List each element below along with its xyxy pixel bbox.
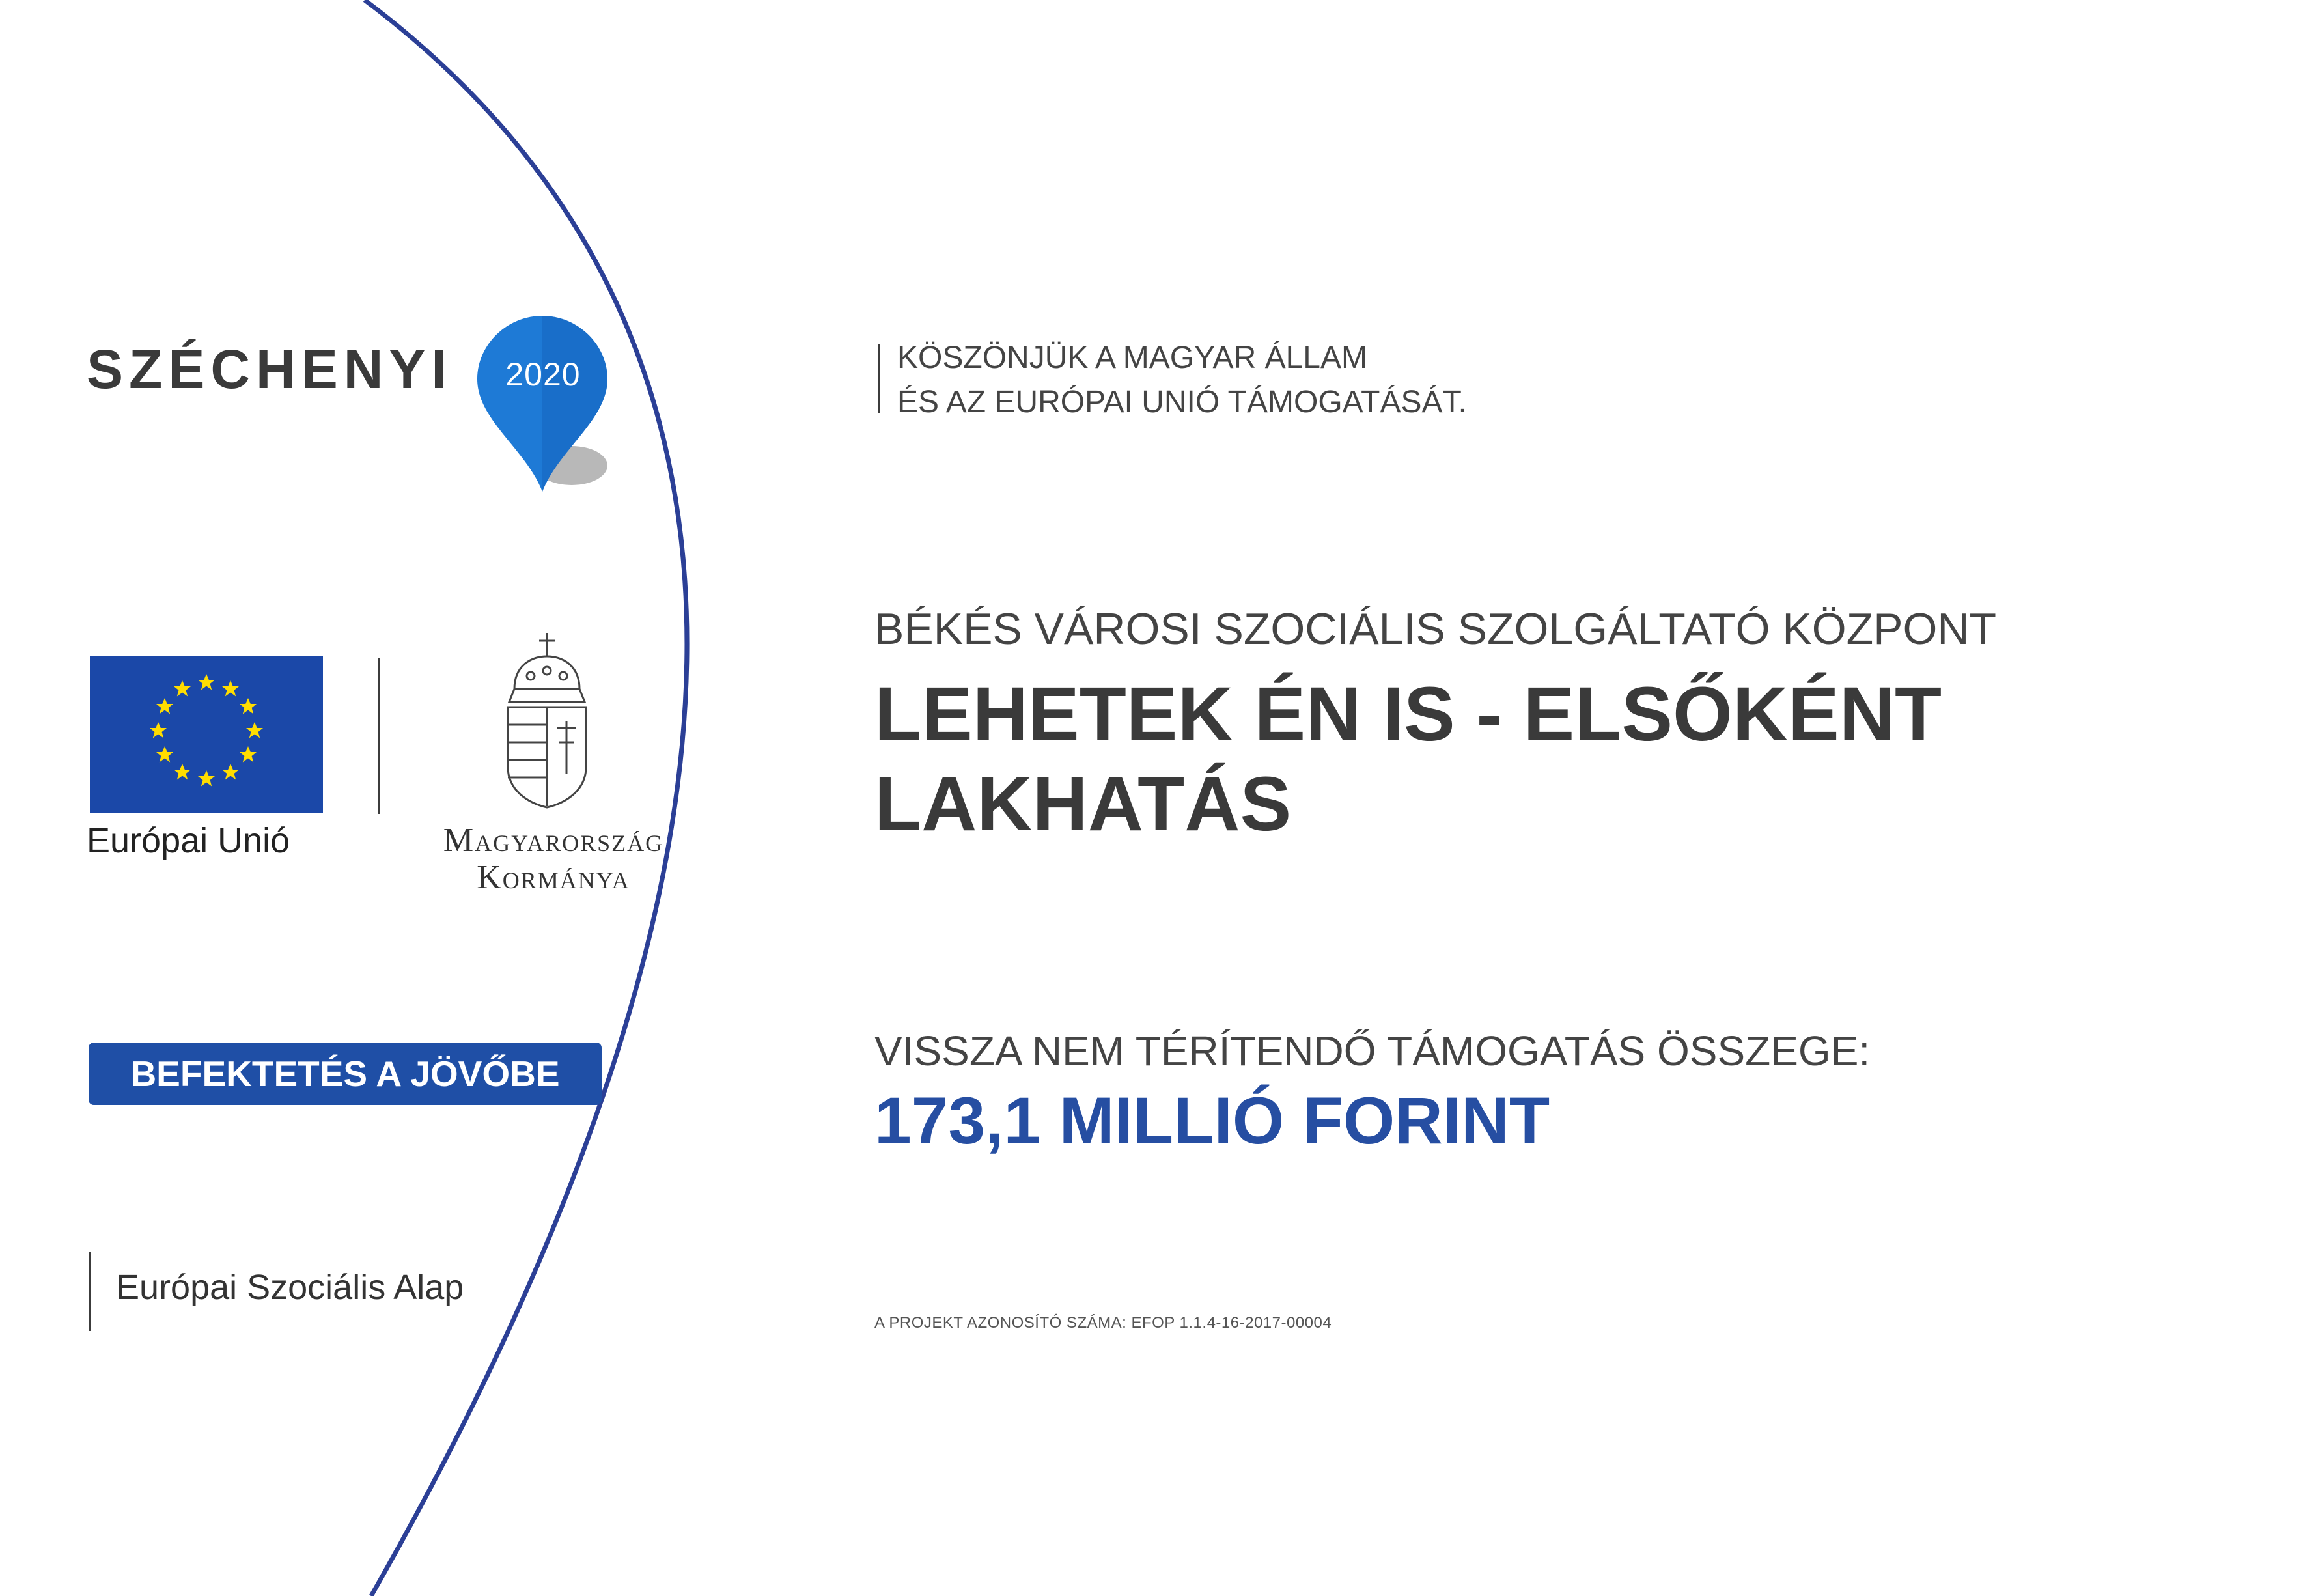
logo-divider — [378, 658, 380, 814]
eu-stars — [90, 656, 323, 813]
support-amount: 173,1 MILLIÓ FORINT — [874, 1084, 1550, 1158]
thanks-line-2: ÉS AZ EURÓPAI UNIÓ TÁMOGATÁSÁT. — [897, 385, 1467, 419]
project-title-line-2: LAKHATÁS — [874, 761, 1292, 847]
thanks-line-1: KÖSZÖNJÜK A MAGYAR ÁLLAM — [897, 341, 1367, 375]
eu-flag-icon — [90, 656, 323, 813]
government-line-2: Kormánya — [477, 859, 630, 897]
project-title-line-1: LEHETEK ÉN IS - ELSŐKÉNT — [874, 671, 1942, 757]
location-pin-icon — [474, 313, 611, 495]
befektetes-badge: BEFEKTETÉS A JÖVŐBE — [89, 1043, 602, 1105]
thanks-text — [897, 336, 1467, 425]
fund-divider — [89, 1252, 91, 1331]
government-line-1: Magyarország — [443, 822, 664, 859]
szechenyi-logo-text: SZÉCHENYI — [87, 339, 453, 400]
fund-label: Európai Szociális Alap — [116, 1268, 464, 1307]
hungarian-coat-of-arms-icon — [501, 630, 593, 813]
logo-year: 2020 — [505, 356, 581, 393]
project-title — [874, 669, 1942, 849]
government-label — [391, 822, 716, 896]
support-label: VISSZA NEM TÉRÍTENDŐ TÁMOGATÁS ÖSSZEGE: — [874, 1028, 1871, 1074]
thanks-divider — [878, 344, 880, 413]
eu-label: Európai Unió — [87, 821, 290, 860]
project-id: A PROJEKT AZONOSÍTÓ SZÁMA: EFOP 1.1.4-16-2017-00004 — [874, 1314, 1332, 1332]
organization-name: BÉKÉS VÁROSI SZOCIÁLIS SZOLGÁLTATÓ KÖZPONT — [874, 604, 1997, 654]
